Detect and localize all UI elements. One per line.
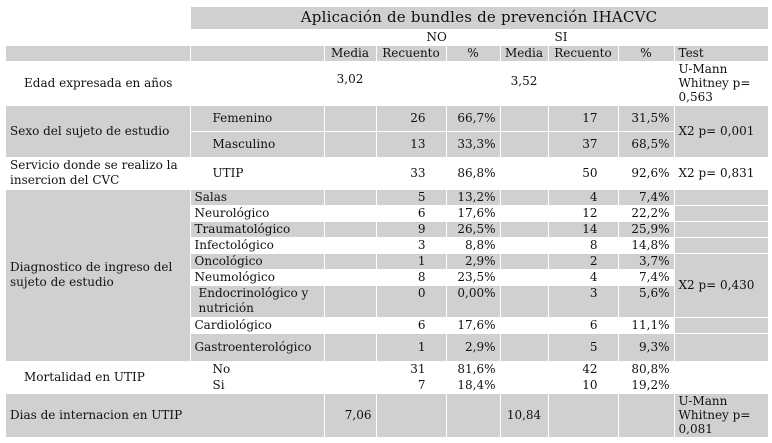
group-header-no: NO <box>376 29 548 45</box>
cell-diag-si-pct: 7,4% <box>618 189 674 205</box>
cell-diag-no-pct: 26,5% <box>446 221 500 237</box>
cell-diag-name: Salas <box>190 189 324 205</box>
cell-servicio-no-pct: 86,8% <box>446 157 500 189</box>
column-header-recuento-si: Recuento <box>548 45 618 61</box>
cell-dias-media-si: 10,84 <box>500 393 548 437</box>
cell-mort-no-pct: 81,6% <box>446 361 500 377</box>
cell-mort-si-pct: 80,8% <box>618 361 674 377</box>
cell-diag-si-pct: 25,9% <box>618 221 674 237</box>
cell-sexo-no-pct: 33,3% <box>446 131 500 157</box>
column-header-test: Test <box>674 45 768 61</box>
row-label-diagnostico: Diagnostico de ingreso del sujeto de estudio <box>6 189 190 361</box>
cell-diag-no-n: 3 <box>376 237 446 253</box>
cell-edad-media-si: 3,52 <box>500 61 548 105</box>
cell-diag-si-n: 12 <box>548 205 618 221</box>
cell-diag-name: Gastroenterológico <box>190 333 324 361</box>
cell-sexo-si-pct: 68,5% <box>618 131 674 157</box>
cell-servicio-si-n: 50 <box>548 157 618 189</box>
cell-diag-no-pct: 23,5% <box>446 269 500 285</box>
cell-diag-si-pct: 22,2% <box>618 205 674 221</box>
cell-diag-si-n: 4 <box>548 269 618 285</box>
cell-diag-si-n: 14 <box>548 221 618 237</box>
cell-diag-name: Neumológico <box>190 269 324 285</box>
cell-mort-name: Si <box>190 377 324 393</box>
table-row <box>6 189 768 205</box>
cell-servicio-no-n: 33 <box>376 157 446 189</box>
cell-diag-name: Oncológico <box>190 253 324 269</box>
cell-diag-no-pct: 13,2% <box>446 189 500 205</box>
cell-diag-no-n: 5 <box>376 189 446 205</box>
cell-mort-no-n: 7 <box>376 377 446 393</box>
cell-diag-si-n: 6 <box>548 317 618 333</box>
cell-sexo-si-n: 17 <box>548 105 618 131</box>
cell-mort-no-pct: 18,4% <box>446 377 500 393</box>
cell-diag-no-pct: 2,9% <box>446 333 500 361</box>
table-row <box>6 61 768 105</box>
cell-sexo-no-pct: 66,7% <box>446 105 500 131</box>
cell-diag-name: Endocrinológico y nutrición <box>190 285 324 317</box>
cell-sexo-si-n: 37 <box>548 131 618 157</box>
cell-diag-si-n: 8 <box>548 237 618 253</box>
cell-diag-si-pct: 3,7% <box>618 253 674 269</box>
group-header-si: SI <box>548 29 768 45</box>
cell-sexo-no-n: 13 <box>376 131 446 157</box>
column-header-pct-no: % <box>446 45 500 61</box>
row-label-servicio: Servicio donde se realizo la insercion del CVC <box>6 157 190 189</box>
cell-diag-no-n: 0 <box>376 285 446 317</box>
row-label-sexo: Sexo del sujeto de estudio <box>6 105 190 157</box>
column-header-media-no: Media <box>324 45 376 61</box>
cell-diag-si-pct: 11,1% <box>618 317 674 333</box>
cell-diag-no-n: 1 <box>376 333 446 361</box>
cell-diag-no-n: 6 <box>376 205 446 221</box>
cell-diag-si-n: 5 <box>548 333 618 361</box>
table-row <box>6 157 768 189</box>
column-header-recuento-no: Recuento <box>376 45 446 61</box>
cell-mort-si-pct: 19,2% <box>618 377 674 393</box>
table-row <box>6 393 768 437</box>
table-title: Aplicación de bundles de prevención IHACVC <box>190 7 768 29</box>
cell-mort-si-n: 10 <box>548 377 618 393</box>
table-row <box>6 361 768 377</box>
cell-edad-test: U-Mann Whitney p= 0,563 <box>674 61 768 105</box>
cell-sexo-si-pct: 31,5% <box>618 105 674 131</box>
cell-diag-name: Neurológico <box>190 205 324 221</box>
cell-diag-no-pct: 8,8% <box>446 237 500 253</box>
cell-diag-no-pct: 17,6% <box>446 317 500 333</box>
cell-diag-no-pct: 2,9% <box>446 253 500 269</box>
cell-diag-si-pct: 7,4% <box>618 269 674 285</box>
cell-dias-media-no: 7,06 <box>324 393 376 437</box>
cell-diag-no-n: 8 <box>376 269 446 285</box>
cell-sexo-name: Masculino <box>190 131 324 157</box>
cell-diag-si-pct: 14,8% <box>618 237 674 253</box>
cell-sexo-name: Femenino <box>190 105 324 131</box>
cell-diag-no-n: 9 <box>376 221 446 237</box>
row-label-mortalidad: Mortalidad en UTIP <box>6 361 190 393</box>
row-label-edad: Edad expresada en años <box>6 61 190 105</box>
cell-diag-si-n: 4 <box>548 189 618 205</box>
cell-diag-no-pct: 17,6% <box>446 205 500 221</box>
cell-dias-test: U-Mann Whitney p= 0,081 <box>674 393 768 437</box>
cell-diag-name: Infectológico <box>190 237 324 253</box>
statistics-table <box>6 7 769 438</box>
cell-mort-no-n: 31 <box>376 361 446 377</box>
cell-diag-name: Cardiológico <box>190 317 324 333</box>
column-header-pct-si: % <box>618 45 674 61</box>
cell-servicio-name: UTIP <box>190 157 324 189</box>
cell-diag-no-pct: 0,00% <box>446 285 500 317</box>
cell-diag-no-n: 1 <box>376 253 446 269</box>
cell-mort-si-n: 42 <box>548 361 618 377</box>
cell-sexo-no-n: 26 <box>376 105 446 131</box>
cell-servicio-si-pct: 92,6% <box>618 157 674 189</box>
cell-diag-no-n: 6 <box>376 317 446 333</box>
column-header-media-si: Media <box>500 45 548 61</box>
cell-servicio-test: X2 p= 0,831 <box>674 157 768 189</box>
row-label-dias: Dias de internacion en UTIP <box>6 393 324 437</box>
cell-edad-media-no: 3,02 <box>324 61 376 105</box>
cell-sexo-test: X2 p= 0,001 <box>674 105 768 157</box>
cell-diag-name: Traumatológico <box>190 221 324 237</box>
cell-diag-si-n: 3 <box>548 285 618 317</box>
table-row <box>6 105 768 131</box>
cell-diag-si-pct: 5,6% <box>618 285 674 317</box>
cell-diag-si-pct: 9,3% <box>618 333 674 361</box>
cell-diag-si-n: 2 <box>548 253 618 269</box>
cell-diag-test: X2 p= 0,430 <box>674 253 768 317</box>
cell-mort-name: No <box>190 361 324 377</box>
